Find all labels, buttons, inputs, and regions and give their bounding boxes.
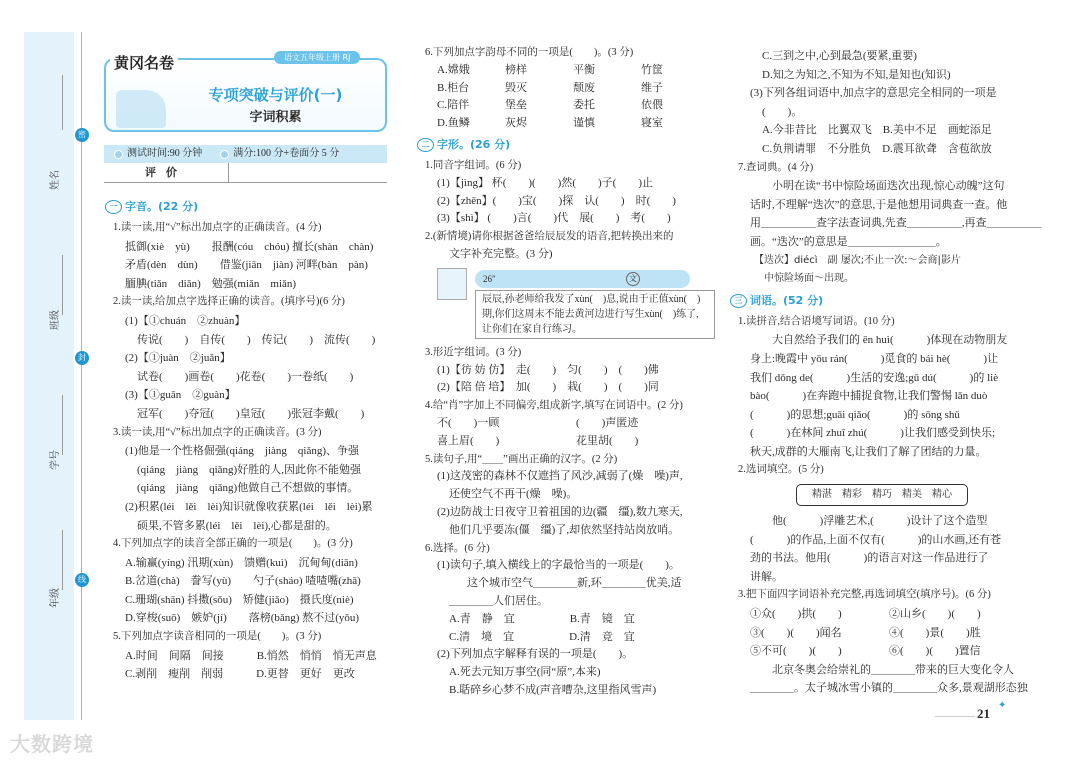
question: 6.下列加点字韵母不同的一项是( )。(3 分) [425, 47, 634, 58]
option-row [425, 80, 715, 98]
text-line: 讲解。 [750, 570, 783, 583]
page-subtitle: 字词积累 [249, 109, 302, 124]
section-number-badge: 二 [417, 138, 434, 152]
column-3 [734, 47, 1042, 698]
text-line: 冠军( )夺冠( )皇冠( )张冠李戴( ) [137, 407, 365, 420]
option-row [738, 624, 1028, 643]
text-line: (2)【zhēn】( )宝( )探 认( ) 时( ) [437, 194, 676, 207]
column-1 [109, 195, 398, 684]
exam-time: 测试时间:90 分钟 [127, 148, 203, 159]
option-cell: ③( )( )闻名 [750, 626, 842, 639]
number-label: 学号 [50, 450, 61, 470]
text-line: (2)边防战士日夜守卫着祖国的边(疆 缰),数九寒天, [437, 505, 683, 518]
option-cell: ②山乡( )( ) [889, 608, 981, 621]
text-line: B.聒碎乡心梦不成(声音嘈杂,这里指风雪声) [449, 683, 657, 696]
text-line: (1)读句子,填入横线上的字最恰当的一项是( )。 [437, 559, 680, 572]
grade-tag: 语文五年级上册 RJ [274, 51, 360, 64]
section-heading [417, 133, 715, 157]
text-line: A.今非昔比 比翼双飞 B.美中不足 画蛇添足 [762, 124, 992, 137]
option-row [425, 433, 715, 451]
question: 5.下列加点字读音相同的一项是( )。(3 分) [113, 631, 322, 643]
option-row [425, 415, 715, 433]
question: 3.形近字组词。(3 分) [425, 346, 522, 358]
page-title: 专项突破与评价(一) [208, 86, 343, 104]
text-line: 这个城市空气＿＿＿＿新,环＿＿＿＿优美,适 [467, 577, 682, 590]
question: 4.下列加点字的读音全部正确的一项是( )。(3 分) [113, 538, 353, 550]
option-cell: 榜样 [505, 63, 527, 76]
name-label: 姓名 [50, 170, 61, 190]
question: 4.给“肖”字加上不同偏旁,组成新字,填写在词语中。(2 分) [425, 400, 683, 412]
text-line: 矛盾(dèn dùn) 借鉴(jiān jiàn) 河畔(bàn pàn) [125, 259, 368, 272]
text-line: 小明在读“书中惊险场面迭次出现,惊心动魄”这句 [772, 180, 1005, 193]
seal-mark: 封 [75, 351, 89, 365]
question: 2.选词填空。(5 分) [738, 464, 824, 476]
text-line: C.剥削 瘦削 削弱 D.更替 更好 更改 [125, 668, 355, 681]
text-line: B.岔道(chà) 誊写(yù) 勺子(sháo) 喳喳嘴(zhā) [125, 575, 361, 588]
text-line: (1)这茂密的森林不仅遮挡了风沙,减弱了(燥 噪)声, [437, 470, 683, 483]
text-line: 【迭次】diécì 副 屡次;不止一次:～会商|影片 [754, 254, 961, 266]
text-line: bào( )在奔跑中捕捉食物,让我们警惕 lǎn duò [750, 390, 988, 403]
text-line: (2)下列加点字解释有误的一项是( )。 [437, 648, 634, 661]
section-title: 字形。(26 分) [437, 137, 511, 151]
person-illustration [437, 268, 467, 300]
option-cell: 平衡 [573, 63, 595, 76]
grade-blank[interactable] [62, 530, 63, 590]
option-cell: 颓废 [573, 81, 595, 94]
question: 5.读句子,用“＿＿”画出正确的汉字。(2 分) [425, 453, 618, 465]
text-line: ＿＿＿＿。太子城冰雪小镇的＿＿＿＿众多,景观湖形态独 [750, 682, 1028, 695]
text-line: (3)【①guān ②guàn】 [125, 389, 236, 402]
text-line: 他们几乎要冻(僵 缰)了,却依然坚持站岗放哨。 [449, 523, 680, 536]
option-row [425, 97, 715, 115]
footer-rule [935, 716, 975, 717]
full-score: 满分:100 分+卷面分 5 分 [233, 148, 340, 159]
class-label: 班级 [50, 310, 61, 330]
option-cell: 谨慎 [573, 117, 595, 130]
text-line: A.输赢(yíng) 汛期(xùn) 馈赠(kuì) 沉甸甸(diān) [125, 556, 358, 569]
option-cell: A.嫦娥 [437, 63, 470, 76]
section-number-badge: 三 [730, 294, 747, 308]
evaluation-row [104, 163, 387, 183]
option-cell: C.陪伴 [437, 99, 470, 112]
option-cell: D.鱼鳞 [437, 117, 470, 130]
text-line: C.负荆请罪 不分胜负 D.震耳欲聋 含苞欲放 [762, 142, 992, 155]
option-row [425, 62, 715, 80]
text-line: (2)【①juàn ②juǎn】 [125, 352, 231, 365]
brand-logo: 黄冈名卷 [110, 52, 178, 73]
text-line: A.青 静 宜 B.青 镜 宜 [449, 612, 635, 625]
option-cell: 灰烬 [505, 117, 527, 130]
text-line: (1)【jìng】 杯( )( )然( )子( )止 [437, 176, 653, 189]
option-cell: 毁灭 [505, 81, 527, 94]
grade-label: 年级 [50, 588, 61, 608]
text-line: C.珊瑚(shān) 抖擞(sǒu) 矫健(jiǎo) 摄氏度(niè) [125, 593, 354, 606]
exam-info-bar [104, 145, 387, 163]
text-line: 大自然给予我们的 ēn huì( )体现在动物朋友 [772, 334, 1008, 347]
section-number-badge: 一 [105, 200, 122, 214]
option-row [738, 642, 1028, 661]
text-line: 腼腆(tiǎn diǎn) 勉强(miǎn miǎn) [125, 277, 297, 290]
option-cell: 竹筐 [641, 63, 663, 76]
question: 1.读拼音,结合语境写词语。(10 分) [738, 315, 895, 327]
text-line: 秋天,成群的大雁南飞,让我们了解了团结的力量。 [750, 445, 987, 458]
question: 6.选择。(6 分) [425, 542, 490, 554]
option-cell: B.柜台 [437, 81, 470, 94]
text-line: 他( )浮雕艺术,( )设计了这个造型 [772, 515, 988, 528]
question: 7.查词典。(4 分) [738, 161, 814, 173]
text-line: 抵御(xiè yù) 报酬(cóu chóu) 擅长(shàn chàn) [125, 240, 374, 253]
option-cell: 喜上眉( ) [437, 434, 500, 447]
text-line: 北京冬奥会给崇礼的＿＿＿＿带来的巨大变化令人 [772, 663, 1014, 676]
text-line: (qiáng jiàng qiǎng)他做自己不想做的事情。 [137, 482, 359, 495]
seal-mark: 线 [75, 573, 89, 587]
text-line: ＿＿＿＿人们居住。 [449, 594, 548, 607]
text-line: 画。“迭次”的意思是＿＿＿＿＿＿＿＿。 [750, 235, 947, 248]
text-line: ( )。 [762, 105, 803, 118]
option-cell: 寝室 [641, 117, 663, 130]
text-line: A.时间 间隔 间接 B.悄然 悄悄 悄无声息 [125, 649, 377, 662]
option-cell: 维子 [641, 81, 663, 94]
seal-mark: 密 [75, 128, 89, 142]
star-icon: ✦ [998, 700, 1007, 711]
text-line: C.三到之中,心到最急(要紧,重要) [762, 50, 917, 62]
column-2 [421, 44, 715, 700]
text-line: (3)下列各组词语中,加点字的意思完全相同的一项是 [750, 87, 997, 100]
text-line: A.死去元知万事空(同“原”,本来) [449, 666, 601, 679]
text-line: 中惊险场面～出现。 [754, 273, 854, 285]
option-cell: 不( )一顾 [437, 416, 500, 429]
page-number: 21 [977, 706, 990, 721]
question: 2.(新情境)请你根据爸爸给辰辰发的语音,把转换出来的 [425, 231, 674, 243]
number-blank[interactable] [62, 395, 63, 455]
text-line: D.知之为知之,不知为不知,是知也(知识) [762, 68, 951, 81]
text-line: (1)【彷 妨 仿】 走( ) 匀( ) ( )佛 [437, 363, 659, 376]
text-line: (1)【①chuán ②zhuàn】 [125, 314, 246, 327]
voice-message [437, 266, 715, 340]
question: 1.同音字组词。(6 分) [425, 159, 522, 171]
converted-text: 辰辰,孙老师给我发了xùn( )息,说由于正值xùn( )期,你们这周末不能去黄河边进行写生xùn( )练了,让你们在家自行练习。 [475, 290, 715, 339]
text-line: C.清 境 宜 D.清 竞 宜 [449, 630, 635, 643]
option-cell: ①众( )拱( ) [750, 608, 842, 621]
watermark: 大数跨境 [10, 732, 94, 756]
text-line: 劲的书法。他用( )的语言对这一作品进行了 [750, 552, 989, 565]
word-bank: 精湛 精彩 精巧 精美 精心 [796, 484, 968, 506]
option-cell: 堡垒 [505, 99, 527, 112]
name-blank[interactable] [62, 75, 63, 130]
question: 2.读一读,给加点字选择正确的读音。(填序号)(6 分) [113, 296, 345, 308]
text-line: 身上:晚霞中 yōu rán( )觅食的 bái hè( )让 [750, 352, 999, 365]
class-blank[interactable] [62, 255, 63, 315]
clock-icon [114, 150, 123, 159]
text-line: 传说( ) 自传( ) 传记( ) 流传( ) [137, 333, 376, 346]
voice-bubble[interactable] [475, 270, 690, 288]
text-line: D.穿梭(suō) 嫉妒(jí) 落榜(bǎng) 熬不过(yǒu) [125, 612, 360, 625]
text-line: ( )的作品,上面不仅有( )的山水画,还有苍 [750, 533, 1002, 546]
text-line: 还使空气不再干(燥 噪)。 [449, 488, 578, 501]
option-cell: 依偎 [641, 99, 663, 112]
convert-text-icon[interactable]: 文 [626, 272, 640, 286]
question: 3.读一读,用“√”标出加点字的正确读音。(3 分) [113, 426, 322, 438]
text-line: (qiáng jiàng qiǎng)好胜的人,因此你不能勉强 [137, 463, 361, 476]
text-line: ( )的思想;guāi qiǎo( )的 sōng shǔ [750, 408, 960, 421]
voice-duration: 26″ [483, 273, 496, 284]
option-row [738, 605, 1028, 624]
text-line: 话时,不理解“迭次”的意思,于是他想用词典查一查。他 [750, 198, 1008, 211]
text-line: 我们 dǒng de( )生活的安逸;gū dú( )的 liè [750, 371, 999, 384]
text-line: (2)【陪 倍 培】 加( ) 栽( ) ( )同 [437, 381, 659, 394]
section-title: 字音。(22 分) [125, 200, 199, 213]
text-line: (3)【shì】 ( )言( )代 展( ) 考( ) [437, 212, 671, 225]
text-line: ( )在林间 zhuī zhú( )让我们感受到快乐; [750, 427, 996, 440]
option-cell: 花里胡( ) [576, 434, 639, 447]
option-cell: ( )声匿迹 [576, 416, 639, 429]
evaluation-label: 评价 [104, 163, 229, 183]
text-line: (1)他是一个性格倔强(qiáng jiàng qiǎng)、争强 [125, 445, 360, 458]
option-row [425, 115, 715, 133]
option-cell: ⑤不可( )( ) [750, 645, 842, 658]
option-cell: 委托 [573, 99, 595, 112]
option-cell: ⑥( )( )置信 [889, 645, 981, 658]
text-line: (2)积累(léi lěi lèi)知识就像收获累(léi lěi lèi)累 [125, 500, 373, 513]
question: 1.读一读,用“√”标出加点字的正确读音。(4 分) [113, 222, 322, 233]
text-line: 硕果,不管多累(léi lěi lèi),心都是甜的。 [137, 519, 337, 532]
binding-margin [24, 32, 74, 720]
section-heading [105, 195, 398, 219]
section-heading [730, 289, 1028, 313]
question: 3.把下面四字词语补充完整,再选词填空(填序号)。(6 分) [738, 589, 991, 601]
text-line: 文字补充完整。(3 分) [449, 247, 553, 260]
option-cell: ④( )景( )胜 [889, 626, 981, 639]
text-line: 用＿＿＿＿＿查字法查词典,先查＿＿＿＿＿,再查＿＿＿＿＿ [750, 217, 1042, 230]
section-title: 词语。(52 分) [750, 293, 824, 307]
check-icon [220, 150, 229, 159]
text-line: 试卷( )画卷( )花卷( )一卷纸( ) [137, 370, 354, 383]
